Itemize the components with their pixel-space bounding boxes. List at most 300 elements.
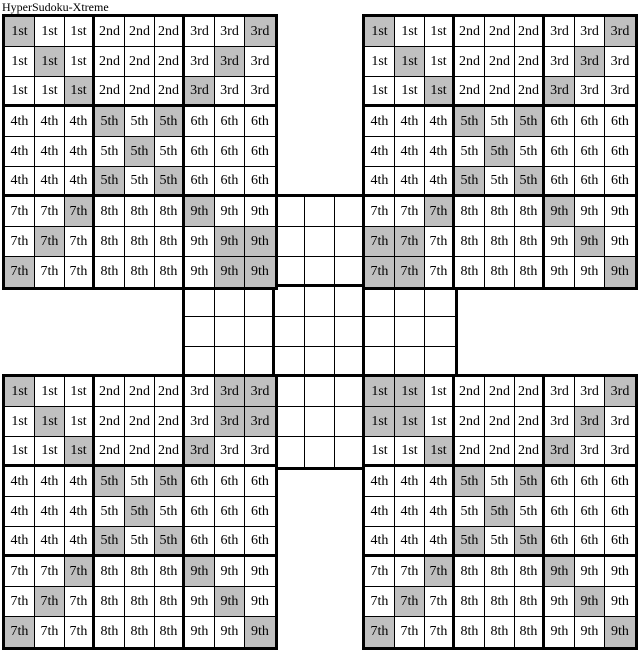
cell[interactable] bbox=[395, 347, 425, 377]
cell[interactable]: 8th bbox=[155, 227, 185, 257]
cell[interactable]: 1st bbox=[5, 407, 35, 437]
cell[interactable]: 5th bbox=[155, 467, 185, 497]
cell[interactable]: 7th bbox=[425, 557, 455, 587]
cell[interactable] bbox=[275, 317, 305, 347]
cell[interactable]: 7th bbox=[35, 587, 65, 617]
cell[interactable]: 8th bbox=[155, 557, 185, 587]
cell[interactable]: 7th bbox=[5, 587, 35, 617]
cell[interactable]: 4th bbox=[65, 107, 95, 137]
cell[interactable]: 9th bbox=[185, 227, 215, 257]
cell[interactable]: 9th bbox=[575, 587, 605, 617]
cell[interactable]: 8th bbox=[155, 617, 185, 647]
cell[interactable]: 1st bbox=[425, 47, 455, 77]
cell[interactable]: 4th bbox=[35, 167, 65, 197]
cell[interactable]: 2nd bbox=[485, 407, 515, 437]
cell[interactable]: 5th bbox=[155, 527, 185, 557]
cell[interactable]: 4th bbox=[425, 137, 455, 167]
cell[interactable]: 9th bbox=[185, 587, 215, 617]
cell[interactable] bbox=[395, 317, 425, 347]
cell[interactable]: 9th bbox=[245, 257, 275, 287]
cell[interactable]: 1st bbox=[425, 77, 455, 107]
cell[interactable]: 3rd bbox=[575, 77, 605, 107]
cell[interactable]: 7th bbox=[35, 227, 65, 257]
cell[interactable]: 8th bbox=[125, 617, 155, 647]
cell[interactable]: 5th bbox=[485, 107, 515, 137]
cell[interactable]: 3rd bbox=[245, 47, 275, 77]
cell[interactable]: 9th bbox=[185, 617, 215, 647]
cell[interactable]: 8th bbox=[455, 257, 485, 287]
cell[interactable]: 9th bbox=[605, 197, 635, 227]
cell[interactable]: 4th bbox=[395, 497, 425, 527]
cell[interactable]: 4th bbox=[365, 167, 395, 197]
cell[interactable]: 9th bbox=[215, 617, 245, 647]
cell[interactable]: 1st bbox=[65, 407, 95, 437]
cell[interactable]: 2nd bbox=[125, 77, 155, 107]
cell[interactable]: 9th bbox=[185, 197, 215, 227]
cell[interactable]: 4th bbox=[425, 527, 455, 557]
cell[interactable]: 4th bbox=[395, 107, 425, 137]
cell[interactable]: 5th bbox=[485, 137, 515, 167]
cell[interactable]: 5th bbox=[95, 527, 125, 557]
cell[interactable]: 4th bbox=[425, 497, 455, 527]
cell[interactable]: 9th bbox=[215, 227, 245, 257]
cell[interactable]: 1st bbox=[35, 437, 65, 467]
cell[interactable]: 3rd bbox=[245, 17, 275, 47]
cell[interactable]: 3rd bbox=[605, 77, 635, 107]
cell[interactable]: 6th bbox=[185, 107, 215, 137]
cell[interactable] bbox=[245, 347, 275, 377]
cell[interactable] bbox=[215, 317, 245, 347]
cell[interactable]: 9th bbox=[605, 587, 635, 617]
cell[interactable]: 3rd bbox=[545, 407, 575, 437]
cell[interactable] bbox=[275, 347, 305, 377]
cell[interactable]: 3rd bbox=[605, 47, 635, 77]
cell[interactable]: 5th bbox=[95, 167, 125, 197]
cell[interactable] bbox=[245, 317, 275, 347]
cell[interactable]: 1st bbox=[395, 47, 425, 77]
cell[interactable]: 3rd bbox=[545, 437, 575, 467]
cell[interactable]: 1st bbox=[395, 17, 425, 47]
cell[interactable]: 1st bbox=[395, 407, 425, 437]
cell[interactable] bbox=[365, 347, 395, 377]
cell[interactable]: 1st bbox=[65, 77, 95, 107]
cell[interactable]: 9th bbox=[185, 557, 215, 587]
cell[interactable]: 2nd bbox=[125, 407, 155, 437]
cell[interactable]: 3rd bbox=[215, 47, 245, 77]
cell[interactable]: 2nd bbox=[155, 437, 185, 467]
cell[interactable]: 5th bbox=[485, 467, 515, 497]
cell[interactable]: 8th bbox=[125, 227, 155, 257]
cell[interactable]: 9th bbox=[215, 587, 245, 617]
cell[interactable]: 5th bbox=[485, 527, 515, 557]
cell[interactable] bbox=[275, 287, 305, 317]
cell[interactable]: 5th bbox=[485, 497, 515, 527]
cell[interactable]: 3rd bbox=[215, 17, 245, 47]
cell[interactable]: 4th bbox=[365, 527, 395, 557]
cell[interactable] bbox=[185, 317, 215, 347]
cell[interactable]: 5th bbox=[455, 497, 485, 527]
cell[interactable]: 4th bbox=[5, 527, 35, 557]
cell[interactable]: 7th bbox=[395, 557, 425, 587]
cell[interactable]: 9th bbox=[245, 557, 275, 587]
cell[interactable]: 5th bbox=[125, 137, 155, 167]
cell[interactable]: 2nd bbox=[95, 77, 125, 107]
cell[interactable]: 5th bbox=[515, 107, 545, 137]
cell[interactable]: 7th bbox=[425, 617, 455, 647]
cell[interactable] bbox=[305, 317, 335, 347]
cell[interactable]: 8th bbox=[485, 197, 515, 227]
cell[interactable]: 2nd bbox=[125, 377, 155, 407]
cell[interactable]: 6th bbox=[575, 107, 605, 137]
cell[interactable]: 1st bbox=[35, 47, 65, 77]
cell[interactable]: 8th bbox=[455, 197, 485, 227]
cell[interactable]: 7th bbox=[65, 257, 95, 287]
cell[interactable]: 6th bbox=[605, 137, 635, 167]
cell[interactable]: 1st bbox=[365, 407, 395, 437]
cell[interactable] bbox=[425, 317, 455, 347]
cell[interactable]: 1st bbox=[65, 47, 95, 77]
cell[interactable] bbox=[335, 407, 365, 437]
cell[interactable]: 6th bbox=[185, 527, 215, 557]
cell[interactable]: 1st bbox=[35, 77, 65, 107]
cell[interactable]: 8th bbox=[95, 257, 125, 287]
cell[interactable]: 9th bbox=[605, 227, 635, 257]
cell[interactable]: 3rd bbox=[575, 377, 605, 407]
cell[interactable]: 8th bbox=[125, 587, 155, 617]
cell[interactable]: 6th bbox=[245, 167, 275, 197]
cell[interactable]: 9th bbox=[545, 257, 575, 287]
cell[interactable]: 3rd bbox=[185, 17, 215, 47]
cell[interactable]: 3rd bbox=[215, 437, 245, 467]
cell[interactable]: 3rd bbox=[545, 47, 575, 77]
cell[interactable]: 7th bbox=[65, 227, 95, 257]
cell[interactable]: 7th bbox=[365, 227, 395, 257]
cell[interactable]: 3rd bbox=[245, 437, 275, 467]
cell[interactable] bbox=[365, 287, 395, 317]
cell[interactable]: 8th bbox=[455, 587, 485, 617]
cell[interactable]: 6th bbox=[185, 497, 215, 527]
cell[interactable]: 2nd bbox=[455, 17, 485, 47]
cell[interactable]: 7th bbox=[395, 197, 425, 227]
cell[interactable]: 6th bbox=[545, 527, 575, 557]
cell[interactable] bbox=[215, 347, 245, 377]
cell[interactable] bbox=[335, 317, 365, 347]
cell[interactable]: 1st bbox=[65, 17, 95, 47]
cell[interactable]: 2nd bbox=[485, 437, 515, 467]
cell[interactable]: 6th bbox=[575, 167, 605, 197]
cell[interactable] bbox=[305, 287, 335, 317]
cell[interactable]: 8th bbox=[455, 227, 485, 257]
cell[interactable]: 7th bbox=[395, 587, 425, 617]
cell[interactable]: 5th bbox=[125, 527, 155, 557]
cell[interactable]: 1st bbox=[5, 437, 35, 467]
cell[interactable]: 2nd bbox=[125, 17, 155, 47]
cell[interactable]: 2nd bbox=[155, 17, 185, 47]
cell[interactable] bbox=[275, 227, 305, 257]
cell[interactable]: 1st bbox=[365, 377, 395, 407]
cell[interactable] bbox=[305, 227, 335, 257]
cell[interactable]: 6th bbox=[245, 137, 275, 167]
cell[interactable]: 8th bbox=[155, 197, 185, 227]
cell[interactable]: 7th bbox=[425, 197, 455, 227]
cell[interactable] bbox=[395, 287, 425, 317]
cell[interactable]: 8th bbox=[155, 257, 185, 287]
cell[interactable]: 1st bbox=[5, 77, 35, 107]
cell[interactable]: 4th bbox=[365, 467, 395, 497]
cell[interactable]: 8th bbox=[485, 617, 515, 647]
cell[interactable]: 5th bbox=[155, 497, 185, 527]
cell[interactable]: 2nd bbox=[155, 377, 185, 407]
cell[interactable]: 4th bbox=[35, 137, 65, 167]
cell[interactable]: 4th bbox=[395, 467, 425, 497]
cell[interactable]: 6th bbox=[605, 107, 635, 137]
cell[interactable]: 9th bbox=[215, 197, 245, 227]
cell[interactable]: 9th bbox=[245, 227, 275, 257]
cell[interactable]: 9th bbox=[605, 617, 635, 647]
cell[interactable]: 3rd bbox=[575, 47, 605, 77]
cell[interactable]: 7th bbox=[5, 257, 35, 287]
cell[interactable]: 7th bbox=[425, 257, 455, 287]
cell[interactable]: 4th bbox=[425, 107, 455, 137]
cell[interactable]: 2nd bbox=[515, 77, 545, 107]
cell[interactable]: 2nd bbox=[455, 47, 485, 77]
cell[interactable]: 9th bbox=[545, 617, 575, 647]
cell[interactable]: 8th bbox=[515, 257, 545, 287]
cell[interactable]: 8th bbox=[95, 617, 125, 647]
cell[interactable]: 8th bbox=[125, 257, 155, 287]
cell[interactable]: 2nd bbox=[455, 407, 485, 437]
cell[interactable]: 6th bbox=[215, 167, 245, 197]
cell[interactable]: 1st bbox=[365, 77, 395, 107]
cell[interactable]: 6th bbox=[245, 467, 275, 497]
cell[interactable]: 8th bbox=[125, 197, 155, 227]
cell[interactable]: 2nd bbox=[515, 47, 545, 77]
cell[interactable] bbox=[335, 287, 365, 317]
cell[interactable]: 1st bbox=[425, 377, 455, 407]
cell[interactable]: 4th bbox=[65, 467, 95, 497]
cell[interactable]: 3rd bbox=[605, 407, 635, 437]
cell[interactable]: 3rd bbox=[215, 407, 245, 437]
cell[interactable]: 1st bbox=[5, 377, 35, 407]
cell[interactable]: 3rd bbox=[245, 77, 275, 107]
cell[interactable] bbox=[425, 287, 455, 317]
cell[interactable]: 6th bbox=[575, 467, 605, 497]
cell[interactable] bbox=[335, 347, 365, 377]
cell[interactable]: 6th bbox=[215, 107, 245, 137]
cell[interactable]: 5th bbox=[125, 107, 155, 137]
cell[interactable]: 6th bbox=[575, 137, 605, 167]
cell[interactable]: 8th bbox=[455, 617, 485, 647]
cell[interactable]: 9th bbox=[575, 617, 605, 647]
cell[interactable]: 5th bbox=[515, 467, 545, 497]
cell[interactable]: 4th bbox=[5, 497, 35, 527]
cell[interactable]: 2nd bbox=[155, 47, 185, 77]
cell[interactable]: 3rd bbox=[545, 77, 575, 107]
cell[interactable]: 6th bbox=[605, 497, 635, 527]
cell[interactable]: 2nd bbox=[95, 377, 125, 407]
cell[interactable]: 4th bbox=[395, 137, 425, 167]
cell[interactable]: 7th bbox=[425, 227, 455, 257]
cell[interactable]: 6th bbox=[545, 497, 575, 527]
cell[interactable]: 8th bbox=[515, 617, 545, 647]
cell[interactable]: 4th bbox=[5, 467, 35, 497]
cell[interactable] bbox=[335, 437, 365, 467]
cell[interactable]: 3rd bbox=[605, 17, 635, 47]
cell[interactable] bbox=[185, 287, 215, 317]
cell[interactable]: 8th bbox=[515, 227, 545, 257]
cell[interactable]: 2nd bbox=[155, 407, 185, 437]
cell[interactable]: 4th bbox=[65, 137, 95, 167]
cell[interactable] bbox=[275, 377, 305, 407]
cell[interactable]: 9th bbox=[545, 557, 575, 587]
cell[interactable] bbox=[305, 347, 335, 377]
cell[interactable]: 1st bbox=[5, 17, 35, 47]
cell[interactable]: 3rd bbox=[185, 407, 215, 437]
cell[interactable]: 4th bbox=[5, 107, 35, 137]
cell[interactable]: 1st bbox=[425, 407, 455, 437]
cell[interactable]: 5th bbox=[485, 167, 515, 197]
cell[interactable]: 2nd bbox=[125, 437, 155, 467]
cell[interactable]: 1st bbox=[35, 407, 65, 437]
cell[interactable]: 5th bbox=[95, 467, 125, 497]
cell[interactable] bbox=[215, 287, 245, 317]
cell[interactable]: 2nd bbox=[515, 407, 545, 437]
cell[interactable]: 5th bbox=[155, 137, 185, 167]
cell[interactable]: 2nd bbox=[485, 17, 515, 47]
cell[interactable] bbox=[335, 257, 365, 287]
cell[interactable]: 5th bbox=[455, 467, 485, 497]
cell[interactable]: 8th bbox=[95, 227, 125, 257]
cell[interactable]: 2nd bbox=[515, 377, 545, 407]
cell[interactable] bbox=[365, 317, 395, 347]
cell[interactable]: 2nd bbox=[455, 437, 485, 467]
cell[interactable]: 8th bbox=[455, 557, 485, 587]
cell[interactable]: 1st bbox=[395, 77, 425, 107]
cell[interactable]: 9th bbox=[575, 197, 605, 227]
cell[interactable] bbox=[305, 257, 335, 287]
cell[interactable]: 8th bbox=[95, 197, 125, 227]
cell[interactable]: 7th bbox=[425, 587, 455, 617]
cell[interactable]: 2nd bbox=[155, 77, 185, 107]
cell[interactable]: 4th bbox=[35, 467, 65, 497]
cell[interactable]: 1st bbox=[365, 47, 395, 77]
cell[interactable]: 3rd bbox=[215, 77, 245, 107]
cell[interactable]: 6th bbox=[215, 497, 245, 527]
cell[interactable]: 5th bbox=[155, 107, 185, 137]
cell[interactable]: 2nd bbox=[515, 437, 545, 467]
cell[interactable]: 4th bbox=[65, 167, 95, 197]
cell[interactable]: 9th bbox=[245, 587, 275, 617]
cell[interactable]: 9th bbox=[575, 257, 605, 287]
cell[interactable]: 1st bbox=[365, 437, 395, 467]
cell[interactable]: 7th bbox=[5, 197, 35, 227]
cell[interactable]: 2nd bbox=[485, 77, 515, 107]
cell[interactable]: 7th bbox=[65, 617, 95, 647]
cell[interactable]: 7th bbox=[35, 617, 65, 647]
cell[interactable]: 2nd bbox=[125, 47, 155, 77]
cell[interactable]: 6th bbox=[575, 497, 605, 527]
cell[interactable]: 9th bbox=[575, 557, 605, 587]
cell[interactable]: 1st bbox=[35, 377, 65, 407]
cell[interactable]: 8th bbox=[515, 557, 545, 587]
cell[interactable]: 5th bbox=[455, 527, 485, 557]
cell[interactable]: 9th bbox=[545, 587, 575, 617]
cell[interactable]: 8th bbox=[95, 557, 125, 587]
cell[interactable]: 6th bbox=[245, 107, 275, 137]
cell[interactable]: 1st bbox=[395, 377, 425, 407]
cell[interactable] bbox=[305, 407, 335, 437]
cell[interactable]: 3rd bbox=[575, 437, 605, 467]
cell[interactable]: 6th bbox=[185, 467, 215, 497]
cell[interactable]: 6th bbox=[605, 527, 635, 557]
cell[interactable]: 6th bbox=[215, 137, 245, 167]
cell[interactable]: 9th bbox=[605, 557, 635, 587]
cell[interactable]: 6th bbox=[245, 497, 275, 527]
cell[interactable]: 7th bbox=[5, 557, 35, 587]
cell[interactable] bbox=[275, 197, 305, 227]
cell[interactable]: 5th bbox=[515, 167, 545, 197]
cell[interactable]: 9th bbox=[245, 197, 275, 227]
cell[interactable]: 1st bbox=[65, 377, 95, 407]
cell[interactable]: 8th bbox=[515, 197, 545, 227]
cell[interactable]: 7th bbox=[395, 617, 425, 647]
cell[interactable]: 7th bbox=[5, 617, 35, 647]
cell[interactable]: 3rd bbox=[185, 377, 215, 407]
cell[interactable]: 4th bbox=[5, 167, 35, 197]
cell[interactable]: 6th bbox=[245, 527, 275, 557]
cell[interactable]: 2nd bbox=[485, 377, 515, 407]
cell[interactable]: 4th bbox=[65, 497, 95, 527]
cell[interactable] bbox=[305, 377, 335, 407]
cell[interactable] bbox=[275, 257, 305, 287]
cell[interactable]: 2nd bbox=[455, 77, 485, 107]
cell[interactable]: 1st bbox=[425, 17, 455, 47]
cell[interactable]: 6th bbox=[545, 467, 575, 497]
cell[interactable] bbox=[425, 347, 455, 377]
cell[interactable]: 4th bbox=[35, 497, 65, 527]
cell[interactable]: 9th bbox=[575, 227, 605, 257]
cell[interactable] bbox=[275, 437, 305, 467]
cell[interactable]: 5th bbox=[95, 497, 125, 527]
cell[interactable]: 8th bbox=[485, 227, 515, 257]
cell[interactable]: 6th bbox=[185, 137, 215, 167]
cell[interactable]: 8th bbox=[485, 257, 515, 287]
cell[interactable]: 3rd bbox=[215, 377, 245, 407]
cell[interactable]: 3rd bbox=[575, 407, 605, 437]
cell[interactable]: 2nd bbox=[95, 437, 125, 467]
cell[interactable]: 8th bbox=[95, 587, 125, 617]
cell[interactable]: 1st bbox=[35, 17, 65, 47]
cell[interactable]: 5th bbox=[455, 107, 485, 137]
cell[interactable]: 4th bbox=[35, 527, 65, 557]
cell[interactable]: 3rd bbox=[245, 407, 275, 437]
cell[interactable]: 5th bbox=[455, 167, 485, 197]
cell[interactable] bbox=[305, 197, 335, 227]
cell[interactable]: 8th bbox=[485, 557, 515, 587]
cell[interactable]: 7th bbox=[65, 197, 95, 227]
cell[interactable]: 7th bbox=[35, 557, 65, 587]
cell[interactable] bbox=[185, 347, 215, 377]
cell[interactable]: 3rd bbox=[575, 17, 605, 47]
cell[interactable]: 1st bbox=[425, 437, 455, 467]
cell[interactable]: 4th bbox=[425, 167, 455, 197]
cell[interactable]: 2nd bbox=[95, 407, 125, 437]
cell[interactable]: 6th bbox=[545, 137, 575, 167]
cell[interactable]: 3rd bbox=[185, 77, 215, 107]
cell[interactable]: 3rd bbox=[185, 437, 215, 467]
cell[interactable]: 8th bbox=[125, 557, 155, 587]
cell[interactable]: 4th bbox=[365, 497, 395, 527]
